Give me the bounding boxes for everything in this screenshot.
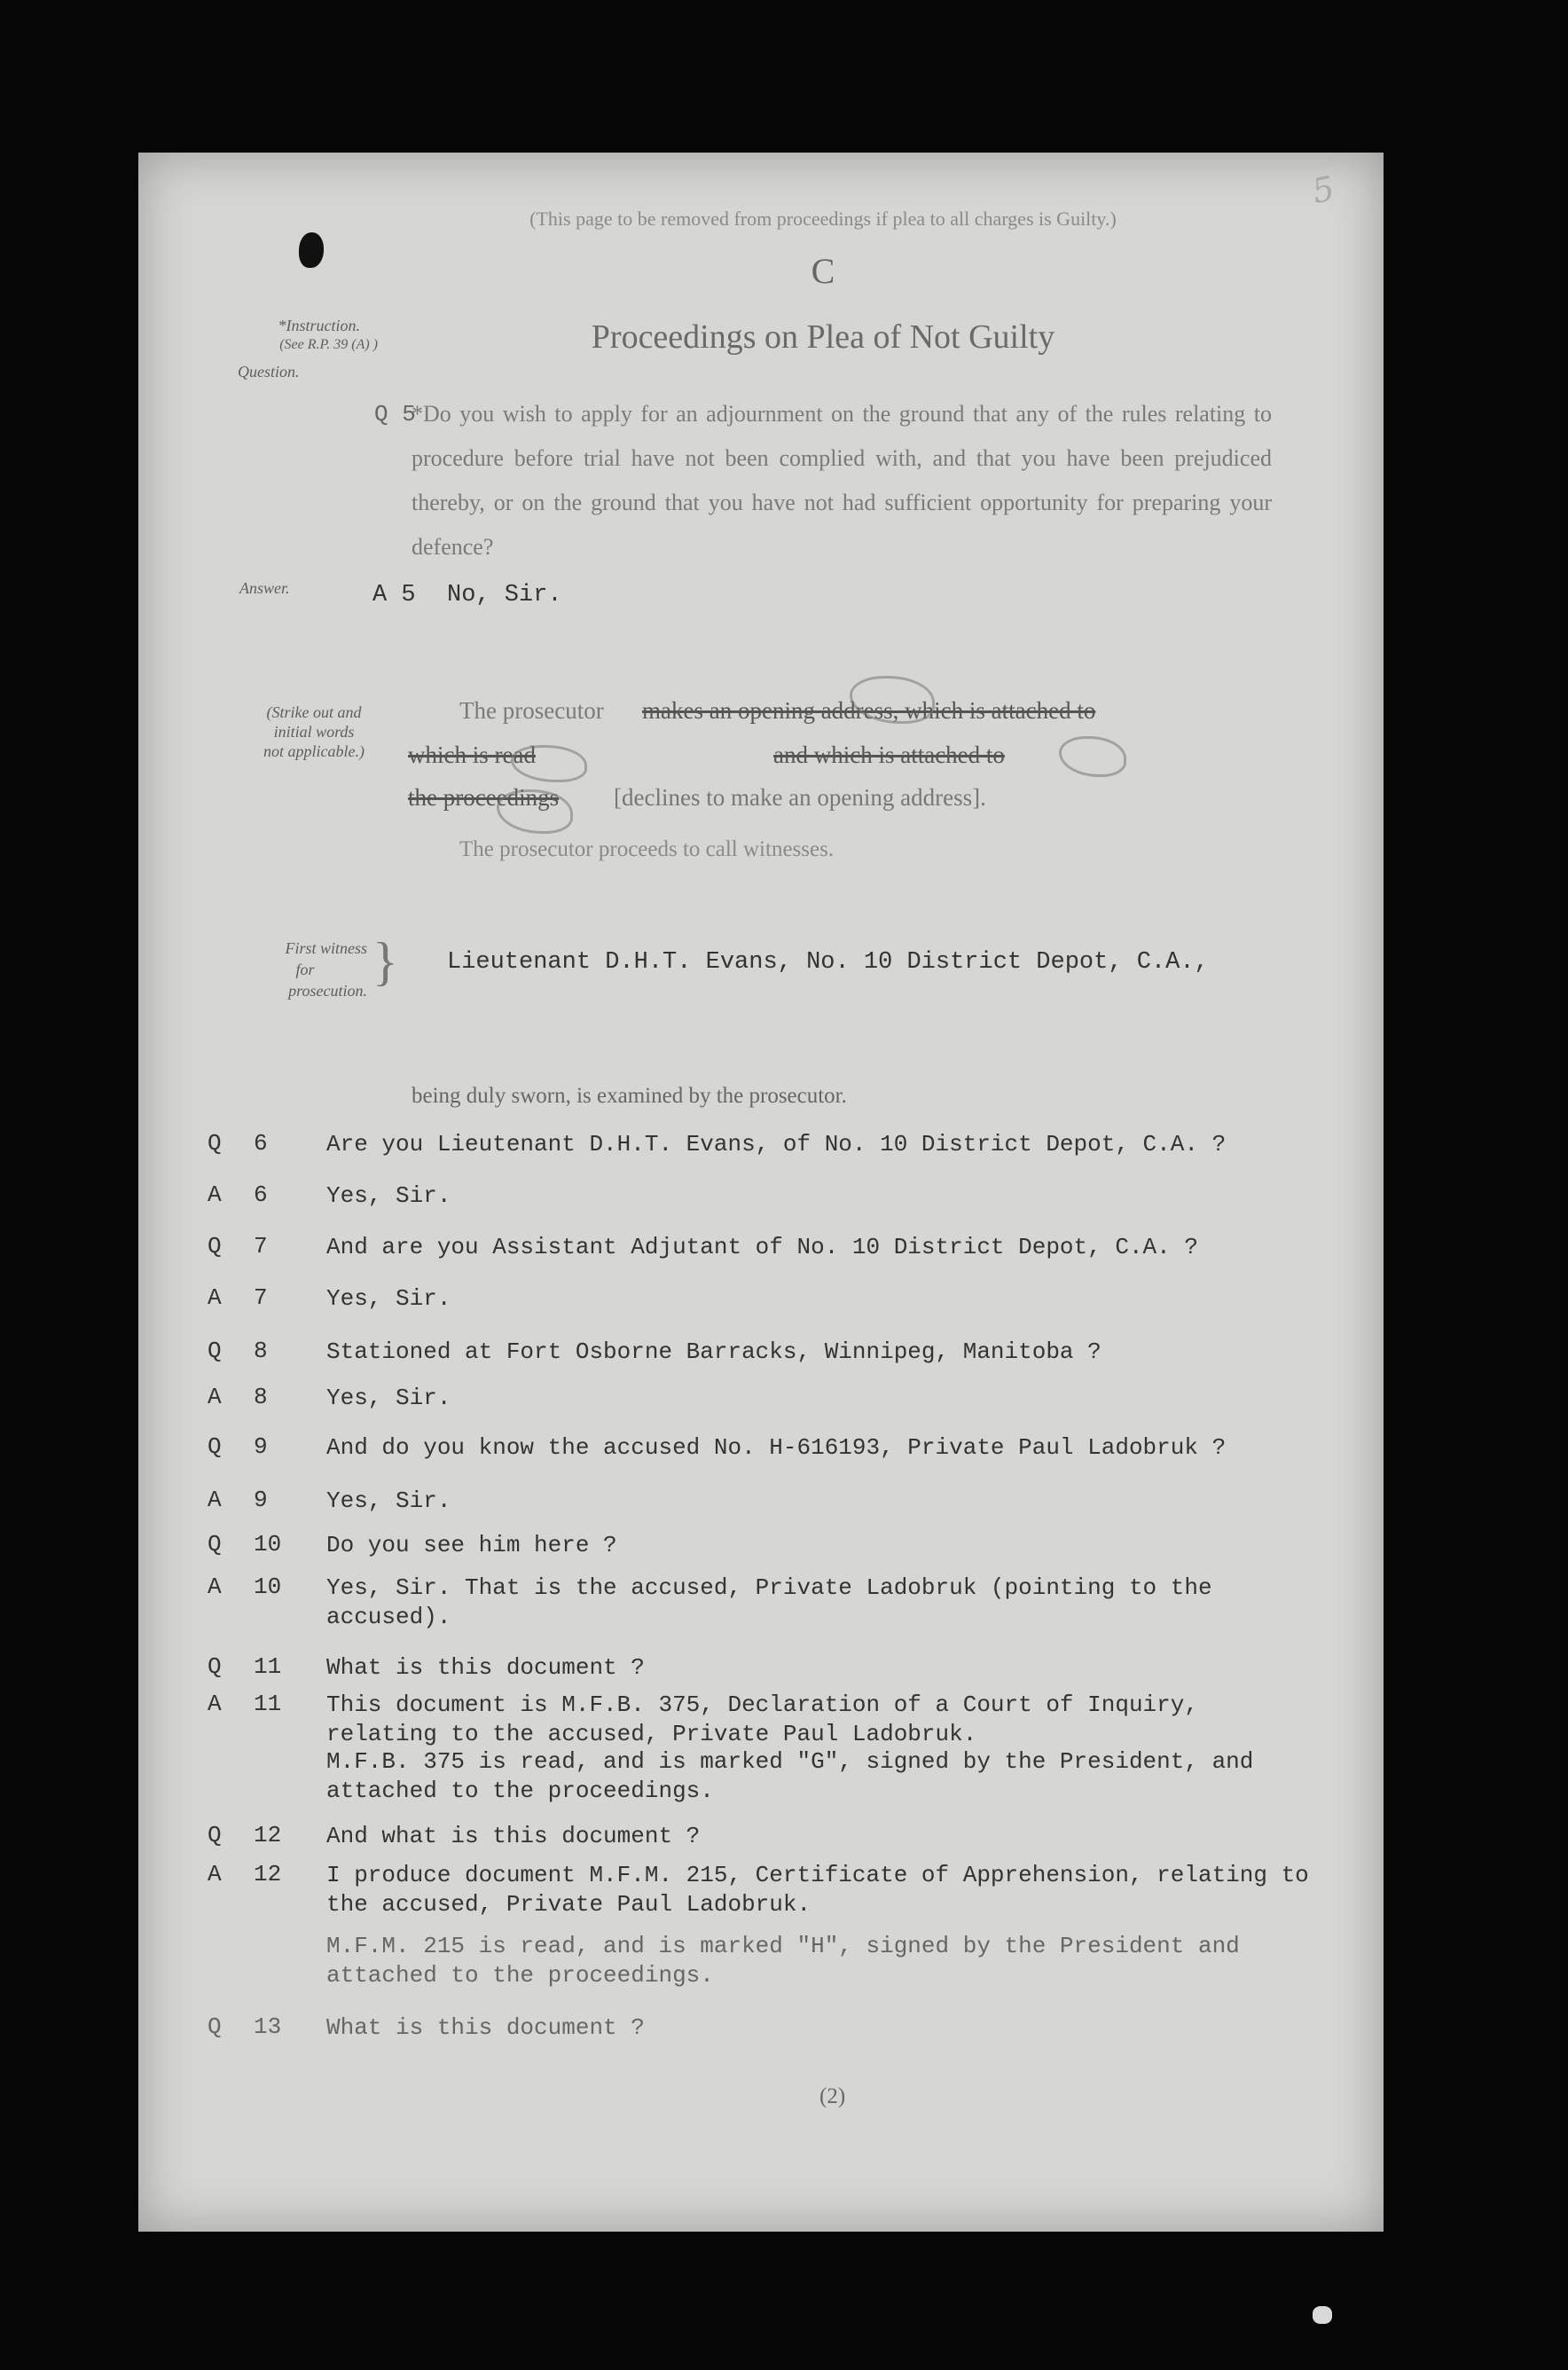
qa-text: Do you see him here ? (326, 1532, 617, 1558)
qa-number: 10 (254, 1573, 282, 1600)
qa-label: A (208, 1573, 222, 1600)
qa-number: 8 (254, 1384, 268, 1410)
qa-text: And what is this document ? (326, 1823, 701, 1849)
section-letter: C (811, 251, 835, 291)
qa-label: Q (208, 1531, 222, 1558)
qa-label: Q (208, 2013, 222, 2040)
qa-text: Yes, Sir. (326, 1385, 451, 1411)
qa-text: Yes, Sir. (326, 1182, 451, 1209)
qa-text: Yes, Sir. That is the accused, Private Ladobruk (pointing to the accused). (326, 1574, 1212, 1630)
qa-text: What is this document ? (326, 1654, 645, 1681)
qa-number: 7 (254, 1233, 268, 1260)
a5-text: No, Sir. (447, 582, 562, 608)
qa-text: And do you know the accused No. H-616193, Private Paul Ladobruk ? (326, 1434, 1227, 1461)
corner-page-number: 5 (1308, 168, 1338, 212)
prosecutor-line3-struck: the proceedings (408, 784, 560, 811)
qa-text: What is this document ? (326, 2014, 645, 2041)
prosecutor-line1-struck: makes an opening address, which is attached to (642, 697, 1096, 724)
margin-witness-3: prosecution. (288, 982, 367, 1000)
qa-number: 8 (254, 1338, 268, 1364)
qa-text: And are you Assistant Adjutant of No. 10 District Depot, C.A. ? (326, 1234, 1198, 1260)
qa-label: Q (208, 1338, 222, 1364)
qa-text: This document is M.F.B. 375, Declaration of a Court of Inquiry, relating to the accused, Private Paul Ladobruk. (326, 1691, 1198, 1747)
qa-label: A (208, 1691, 222, 1717)
film-speck (1313, 2306, 1332, 2324)
witness-sworn: being duly sworn, is examined by the prosecutor. (412, 1084, 847, 1108)
qa-number: 9 (254, 1433, 268, 1460)
qa-label: Q (208, 1822, 222, 1848)
qa-number: 12 (254, 1861, 282, 1887)
qa-label: Q (208, 1233, 222, 1260)
qa-number: 10 (254, 1531, 282, 1558)
qa-text: Are you Lieutenant D.H.T. Evans, of No. 10 District Depot, C.A. ? (326, 1131, 1227, 1158)
margin-strike-2: initial words (273, 723, 355, 741)
margin-instruction-ref: (See R.P. 39 (A) ) (279, 337, 378, 352)
q5-text: *Do you wish to apply for an adjournment on the ground that any of the rules relating to procedure before trial have not been complied with, and that you have been prejudiced thereby, or on the ground that you have not had sufficient opportunity for preparing your defence? (412, 401, 1272, 560)
margin-question: Question. (238, 363, 300, 381)
qa-number: 12 (254, 1822, 282, 1848)
removal-notice: (This page to be removed from proceedings if plea to all charges is Guilty.) (529, 208, 1117, 230)
qa-number: 13 (254, 2013, 282, 2040)
margin-instruction: *Instruction. (278, 317, 360, 334)
qa-number: 11 (254, 1691, 282, 1717)
qa-label: A (208, 1861, 222, 1887)
qa-label: Q (208, 1130, 222, 1157)
a5-label: A 5 (372, 582, 416, 608)
ink-blot (299, 232, 324, 268)
qa-text: M.F.B. 375 is read, and is marked "G", signed by the President, and attached to the proceedings. (326, 1748, 1254, 1804)
q5-label: Q 5 (374, 401, 416, 428)
prosecutor-line2-struck-a: which is read (408, 742, 536, 768)
margin-strike-3: not applicable.) (263, 742, 365, 760)
page-title: Proceedings on Plea of Not Guilty (591, 318, 1055, 356)
qa-number: 9 (254, 1487, 268, 1513)
qa-label: A (208, 1384, 222, 1410)
qa-text: I produce document M.F.M. 215, Certificate of Apprehension, relating to the accused, Private Paul Ladobruk. (326, 1862, 1309, 1918)
qa-number: 6 (254, 1130, 268, 1157)
qa-text: Stationed at Fort Osborne Barracks, Winnipeg, Manitoba ? (326, 1338, 1102, 1365)
prosecutor-line2-struck-b: and which is attached to (773, 742, 1005, 768)
witness-name: Lieutenant D.H.T. Evans, No. 10 District Depot, C.A., (447, 949, 1209, 976)
qa-label: A (208, 1181, 222, 1208)
margin-witness-2: for (295, 961, 315, 978)
witness-brace: } (372, 932, 398, 991)
qa-number: 11 (254, 1653, 282, 1680)
qa-label: A (208, 1284, 222, 1311)
prosecutor-line4: The prosecutor proceeds to call witnesses. (459, 837, 835, 861)
footer-page-number: (2) (819, 2084, 846, 2108)
prosecutor-line1-start: The prosecutor (459, 697, 604, 724)
qa-label: A (208, 1487, 222, 1513)
margin-answer: Answer. (239, 579, 290, 597)
qa-label: Q (208, 1653, 222, 1680)
prosecutor-line3-kept: [declines to make an opening address]. (614, 784, 986, 811)
qa-text: Yes, Sir. (326, 1487, 451, 1514)
qa-text: M.F.M. 215 is read, and is marked "H", signed by the President and attached to the proceedings. (326, 1933, 1240, 1989)
qa-text: Yes, Sir. (326, 1285, 451, 1312)
qa-label: Q (208, 1433, 222, 1460)
qa-number: 7 (254, 1284, 268, 1311)
margin-witness-1: First witness (285, 939, 367, 957)
margin-strike-1: (Strike out and (266, 703, 362, 721)
qa-number: 6 (254, 1181, 268, 1208)
